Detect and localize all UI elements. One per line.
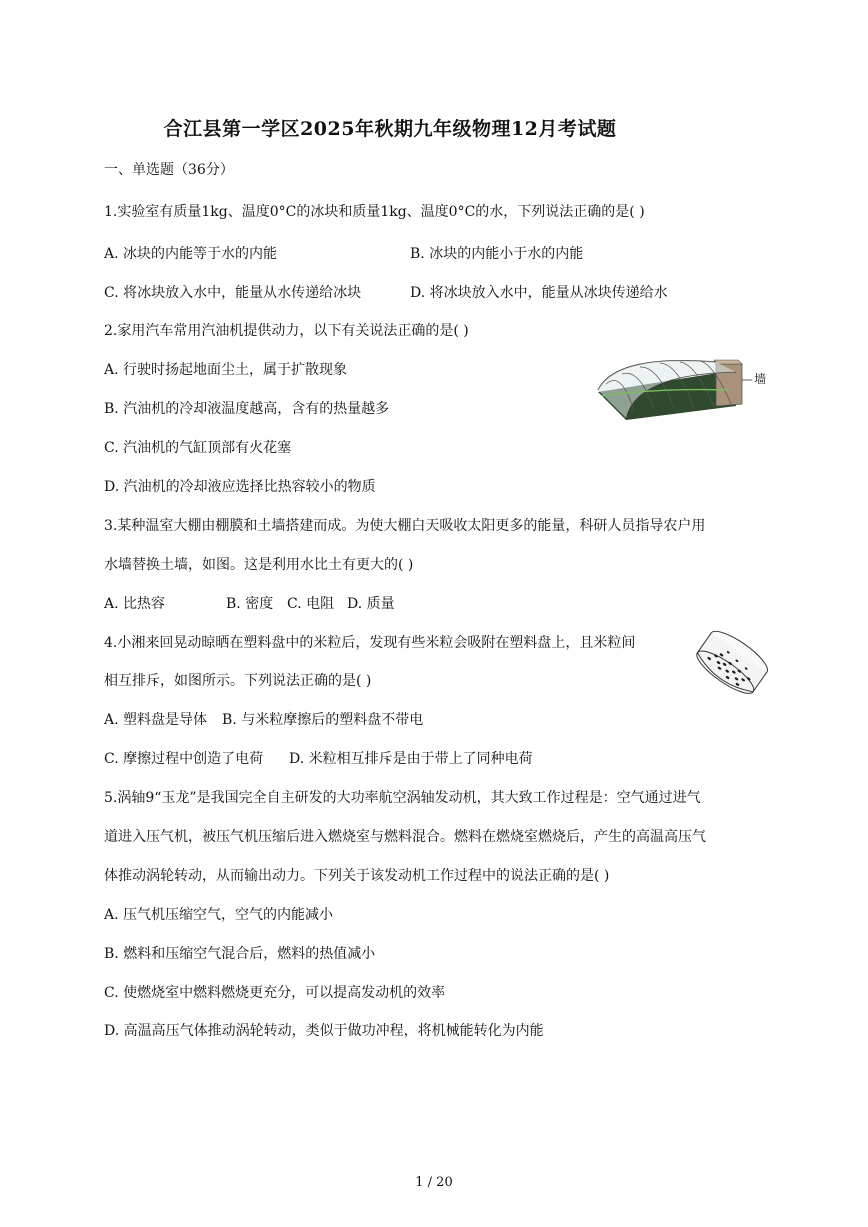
question-2-option-c: C. 汽油机的气缸顶部有火花塞: [104, 440, 292, 456]
plastic-tray-figure: [694, 626, 768, 702]
greenhouse-figure: [596, 350, 776, 422]
question-1-stem: 1.实验室有质量1kg、温度0°C的冰块和质量1kg、温度0°C的水，下列说法正确的是( ): [104, 204, 645, 220]
question-5-stem-line-3: 体推动涡轮转动，从而输出动力。下列关于该发动机工作过程中的说法正确的是( ): [104, 868, 610, 884]
rice-tray-illustration-icon: [694, 626, 768, 702]
question-5-stem-line-1: 5.涡轴9“玉龙”是我国完全自主研发的大功率航空涡轴发动机，其大致工作过程是：空气通过进气: [104, 790, 701, 806]
greenhouse-illustration-icon: [596, 350, 776, 422]
question-1-option-d: D. 将冰块放入水中，能量从冰块传递给水: [410, 285, 668, 301]
question-4-option-c: C. 摩擦过程中创造了电荷: [104, 751, 264, 767]
question-5-option-b: B. 燃料和压缩空气混合后，燃料的热值减小: [104, 946, 376, 962]
question-1-option-a: A. 冰块的内能等于水的内能: [104, 246, 278, 262]
question-4-option-d: D. 米粒相互排斥是由于带上了同种电荷: [289, 751, 533, 767]
question-4-stem-line-1: 4.小湘来回晃动晾晒在塑料盘中的米粒后，发现有些米粒会吸附在塑料盘上，且米粒间: [104, 635, 636, 651]
question-4-option-a: A. 塑料盘是导体: [104, 712, 208, 728]
wall-label: 墙: [754, 372, 767, 386]
question-5-option-a: A. 压气机压缩空气，空气的内能减小: [104, 907, 334, 923]
question-3-option-d: D. 质量: [347, 596, 395, 612]
question-3-option-b: B. 密度: [226, 596, 274, 612]
question-5-stem-line-2: 道进入压气机，被压气机压缩后进入燃烧室与燃料混合。燃料在燃烧室燃烧后，产生的高温高压气: [104, 829, 706, 845]
page-number: 1 / 20: [415, 1175, 453, 1190]
exam-title: 合江县第一学区2025年秋期九年级物理12月考试题: [163, 118, 617, 140]
question-4-option-b: B. 与米粒摩擦后的塑料盘不带电: [222, 712, 424, 728]
question-3-stem-line-1: 3.某种温室大棚由棚膜和土墙搭建而成。为使大棚白天吸收太阳更多的能量，科研人员指导农户用: [104, 518, 706, 534]
question-3-option-c: C. 电阻: [287, 596, 335, 612]
question-1-option-c: C. 将冰块放入水中，能量从水传递给冰块: [104, 285, 362, 301]
section-heading: 一、单选题（36分）: [104, 162, 234, 178]
question-1-option-b: B. 冰块的内能小于水的内能: [410, 246, 584, 262]
question-2-option-a: A. 行驶时扬起地面尘土，属于扩散现象: [104, 362, 348, 378]
question-5-option-d: D. 高温高压气体推动涡轮转动，类似于做功冲程，将机械能转化为内能: [104, 1023, 544, 1039]
question-2-option-d: D. 汽油机的冷却液应选择比热容较小的物质: [104, 479, 376, 495]
question-2-option-b: B. 汽油机的冷却液温度越高，含有的热量越多: [104, 401, 390, 417]
question-4-stem-line-2: 相互排斥，如图所示。下列说法正确的是( ): [104, 673, 372, 689]
question-3-stem-line-2: 水墙替换土墙，如图。这是利用水比土有更大的( ): [104, 557, 414, 573]
question-2-stem: 2.家用汽车常用汽油机提供动力，以下有关说法正确的是( ): [104, 323, 469, 339]
question-3-option-a: A. 比热容: [104, 596, 166, 612]
question-5-option-c: C. 使燃烧室中燃料燃烧更充分，可以提高发动机的效率: [104, 985, 446, 1001]
